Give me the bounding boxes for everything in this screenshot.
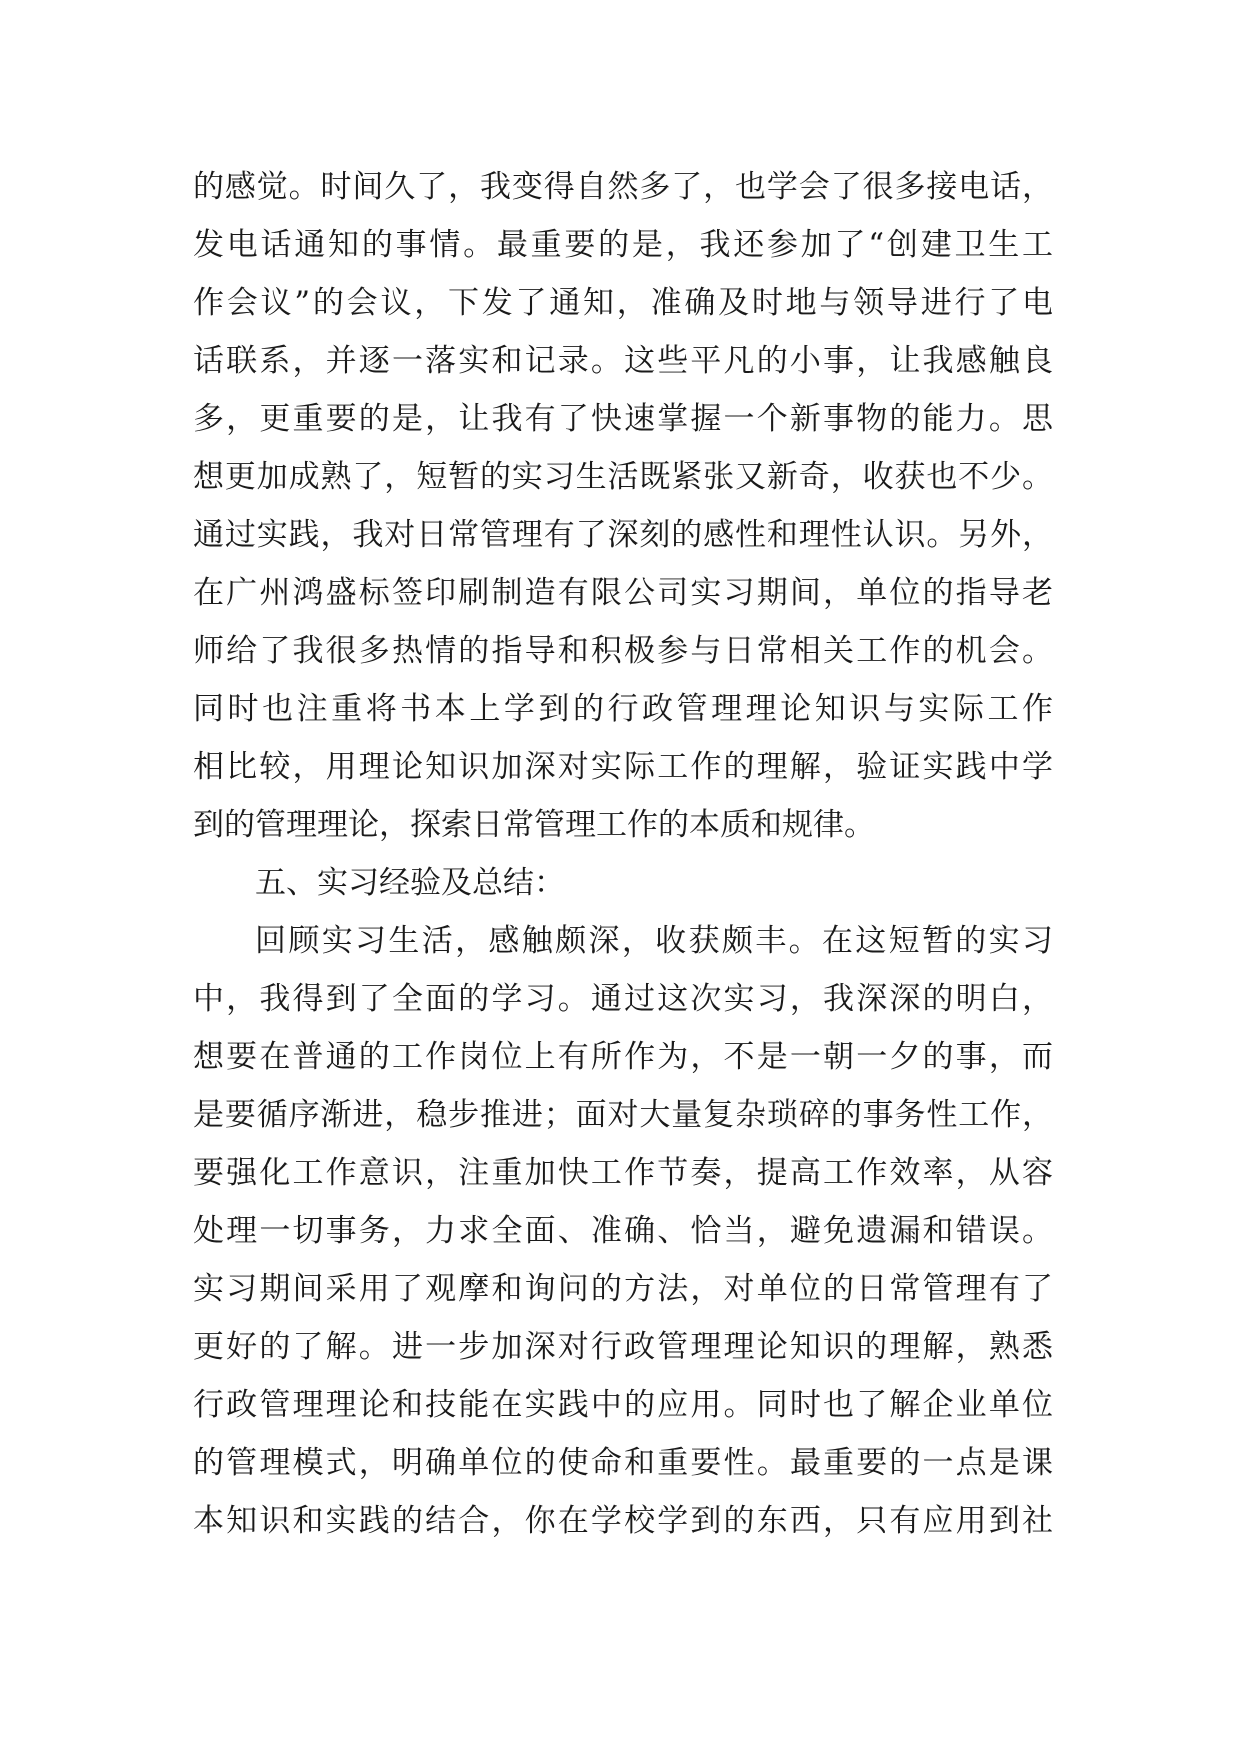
text-line: 行政管理理论和技能在实践中的应用。同时也了解企业单位 (193, 1387, 1053, 1423)
text-line: 师给了我很多热情的指导和积极参与日常相关工作的机会。 (193, 633, 1053, 669)
text-line: 更好的了解。进一步加深对行政管理理论知识的理解，熟悉 (193, 1329, 1053, 1365)
text-line: 本知识和实践的结合，你在学校学到的东西，只有应用到社 (193, 1503, 1053, 1539)
text-line: 通过实践，我对日常管理有了深刻的感性和理性认识。另外， (193, 517, 1053, 553)
text-line: 的管理模式，明确单位的使命和重要性。最重要的一点是课 (193, 1445, 1053, 1481)
text-line: 回顾实习生活，感触颇深，收获颇丰。在这短暂的实习 (255, 923, 1053, 959)
text-line: 作会议”的会议，下发了通知，准确及时地与领导进行了电 (193, 285, 1053, 321)
text-line: 到的管理理论，探索日常管理工作的本质和规律。 (193, 807, 875, 843)
text-line: 同时也注重将书本上学到的行政管理理论知识与实际工作 (193, 691, 1053, 727)
text-line: 在广州鸿盛标签印刷制造有限公司实习期间，单位的指导老 (193, 575, 1053, 611)
text-line: 中，我得到了全面的学习。通过这次实习，我深深的明白， (193, 981, 1053, 1017)
text-line: 要强化工作意识，注重加快工作节奏，提高工作效率，从容 (193, 1155, 1053, 1191)
text-line: 想更加成熟了，短暂的实习生活既紧张又新奇，收获也不少。 (193, 459, 1053, 495)
text-line: 是要循序渐进，稳步推进；面对大量复杂琐碎的事务性工作， (193, 1097, 1053, 1133)
section-heading: 五、实习经验及总结： (255, 865, 565, 901)
text-line: 实习期间采用了观摩和询问的方法，对单位的日常管理有了 (193, 1271, 1053, 1307)
document-body (193, 158, 1053, 1550)
text-line: 多，更重要的是，让我有了快速掌握一个新事物的能力。思 (193, 401, 1053, 437)
paragraph-continued (193, 158, 1053, 854)
text-line: 相比较，用理论知识加深对实际工作的理解，验证实践中学 (193, 749, 1053, 785)
text-line: 想要在普通的工作岗位上有所作为，不是一朝一夕的事，而 (193, 1039, 1053, 1075)
text-line: 处理一切事务，力求全面、准确、恰当，避免遗漏和错误。 (193, 1213, 1053, 1249)
text-line: 的感觉。时间久了，我变得自然多了，也学会了很多接电话， (193, 169, 1053, 205)
paragraph-summary (193, 912, 1053, 1550)
text-line: 发电话通知的事情。最重要的是，我还参加了“创建卫生工 (193, 227, 1053, 263)
text-line: 话联系，并逐一落实和记录。这些平凡的小事，让我感触良 (193, 343, 1053, 379)
